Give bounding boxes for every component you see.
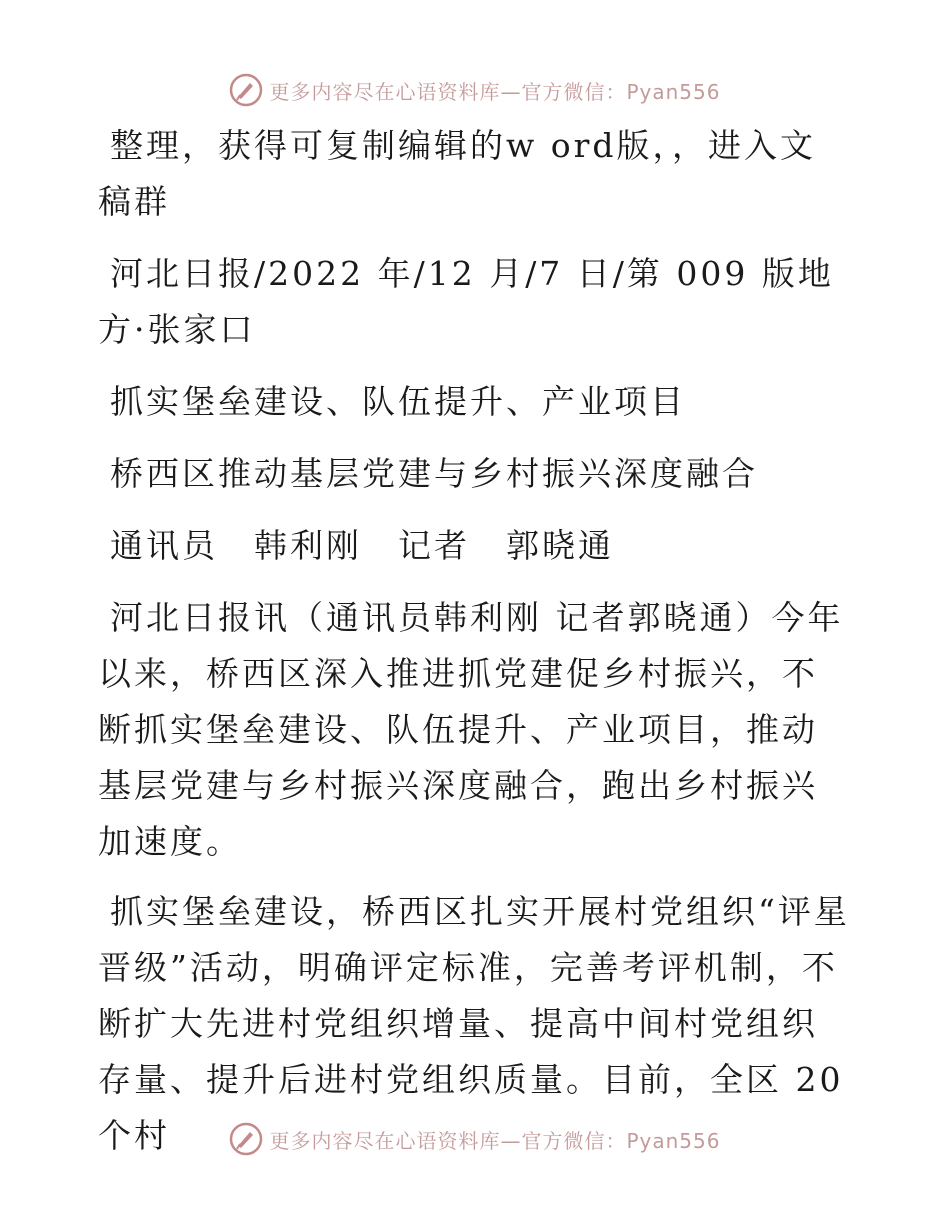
body-paragraph-2: 抓实堡垒建设，桥西区扎实开展村党组织“评星晋级”活动，明确评定标准，完善考评机制，不断扩大先进村党组织增量、提高中间村党组织存量、提升后进村党组织质量。目前，全区 20个村 bbox=[98, 892, 850, 1155]
watermark-text: 更多内容尽在心语资料库—官方微信：Pyan556 bbox=[269, 1128, 721, 1153]
watermark-text: 更多内容尽在心语资料库—官方微信：Pyan556 bbox=[269, 79, 721, 104]
source-line: 河北日报/2022 年/12 月/7 日/第 009 版地方·张家口 bbox=[98, 254, 834, 349]
headline-main: 桥西区推动基层党建与乡村振兴深度融合 bbox=[110, 454, 758, 493]
byline: 通讯员 韩利刚 记者 郭晓通 bbox=[110, 526, 614, 565]
quill-logo-icon bbox=[229, 1122, 263, 1156]
watermark-banner-bottom bbox=[0, 1117, 950, 1161]
document-body bbox=[98, 118, 850, 1164]
watermark-banner-top bbox=[0, 68, 950, 112]
headline-top: 抓实堡垒建设、队伍提升、产业项目 bbox=[110, 382, 686, 421]
intro-paragraph: 整理，获得可复制编辑的w ord版，，进入文稿群 bbox=[98, 126, 817, 221]
body-paragraph-1: 河北日报讯（通讯员韩利刚 记者郭晓通）今年以来，桥西区深入推进抓党建促乡村振兴，不断抓实堡垒建设、队伍提升、产业项目，推动基层党建与乡村振兴深度融合，跑出乡村振兴加速度。 bbox=[98, 598, 844, 861]
quill-logo-icon bbox=[229, 73, 263, 107]
